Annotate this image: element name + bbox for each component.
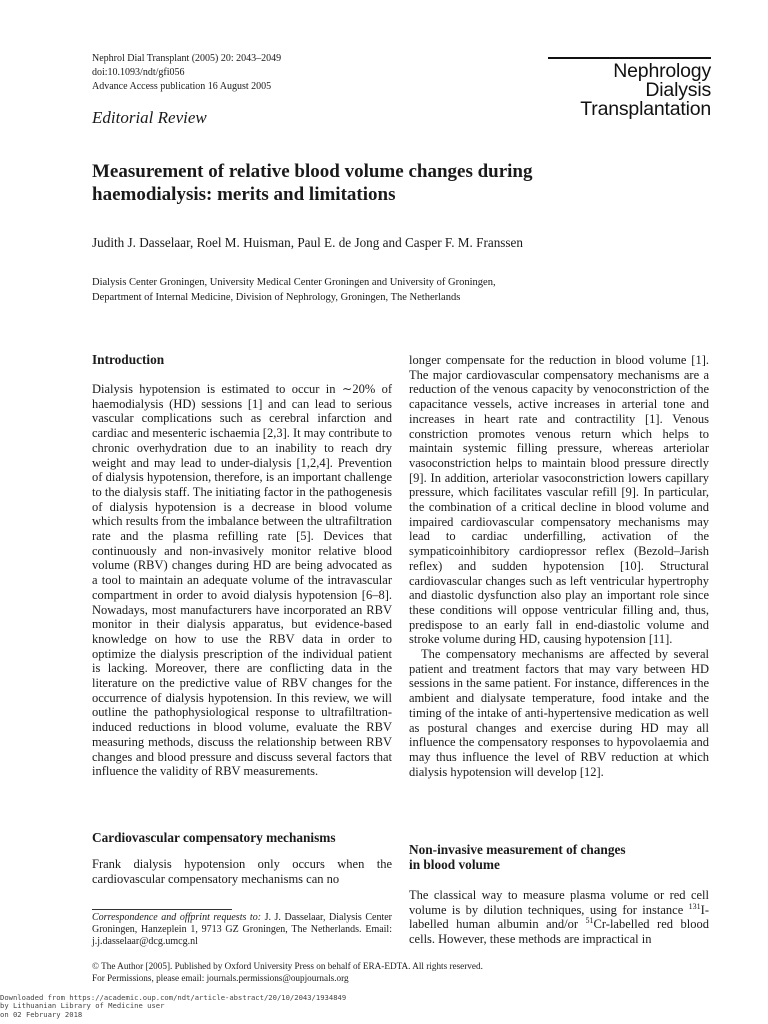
affiliation-line: Department of Internal Medicine, Division of Nephrology, Groningen, The Netherlands — [92, 292, 461, 303]
isotope-superscript: 51 — [585, 916, 594, 926]
journal-name-line1: Nephrology — [613, 60, 711, 82]
compensatory-factors-paragraph: The compensatory mechanisms are affected by several patient and treatment factors that may vary between HD sessions in the same patient. For instance, differences in the ambient and dialysate temperature, food intake and the timing of the intake of anti-hypertensive medication as well as postural changes and exercise during HD may all influence the compensatory responses to hypovolaemia and may thus influence the level of RBV reduction at which dialysis hypotension will develop [12]. — [409, 647, 709, 779]
advance-access-date: Advance Access publication 16 August 2005 — [92, 81, 272, 92]
journal-name-line3: Transplantation — [580, 98, 711, 120]
download-line: Downloaded from https://academic.oup.com/ndt/article-abstract/20/10/2043/1934849 — [0, 993, 347, 1002]
isotope-superscript: 131 — [688, 901, 701, 911]
noninvasive-heading — [409, 842, 709, 872]
left-column-lower — [92, 830, 392, 886]
right-column-lower — [409, 842, 709, 947]
section-label: Editorial Review — [92, 108, 207, 127]
cardiovascular-paragraph: Frank dialysis hypotension only occurs when the cardiovascular compensatory mechanisms can no — [92, 857, 392, 886]
compensation-paragraph: longer compensate for the reduction in blood volume [1]. The major cardiovascular compensatory mechanisms are a reduction of the venous capacity by venoconstriction of the capacitance vessels, active increases in arterial tone and increases in heart rate and contractility [1]. Venous constriction promotes venous return which helps to maintain systemic filling pressure, whereas arteriolar vasoconstriction helps to maintain blood pressure directly [9]. In addition, arteriolar vasoconstriction lowers capillary pressure, which facilitates vascular refill [9]. In particular, the combination of a critical decline in blood volume and impaired cardiovascular compensatory mechanisms may lead to cardiac underfilling, activation of the sympaticoinhibitory cardiopressor reflex (Bezold–Jarish reflex) and sudden hypotension [10]. Structural cardiovascular changes such as left ventricular hypertrophy and diastolic dysfunction also play an important role since these conditions will oppose ventricular filling and, thus, predispose to an early fall in end-diastolic volume and stroke volume during HD, causing hypotension [11]. — [409, 353, 709, 647]
article-metadata — [92, 52, 281, 94]
journal-name-line2: Dialysis — [645, 79, 711, 101]
affiliations — [92, 275, 692, 305]
doi: doi:10.1093/ndt/gfi056 — [92, 67, 185, 78]
introduction-heading: Introduction — [92, 352, 165, 367]
left-column — [92, 352, 392, 779]
logo-rule — [548, 57, 711, 59]
download-line: on 02 February 2018 — [0, 1009, 83, 1019]
citation: Nephrol Dial Transplant (2005) 20: 2043–2049 — [92, 53, 282, 64]
noninvasive-heading-line1: Non-invasive measurement of changes — [409, 842, 626, 857]
download-line: by Lithuanian Library of Medicine user — [0, 1001, 165, 1011]
download-watermark — [0, 994, 346, 1019]
correspondence-label: Correspondence and offprint requests to: — [92, 912, 262, 923]
author-list: Judith J. Dasselaar, Roel M. Huisman, Paul E. de Jong and Casper F. M. Franssen — [92, 235, 523, 250]
noninvasive-heading-line2: in blood volume — [409, 857, 500, 872]
affiliation-line: Dialysis Center Groningen, University Medical Center Groningen and University of Groningen, — [92, 277, 496, 288]
correspondence-note — [92, 909, 392, 948]
right-column — [409, 353, 709, 779]
cardiovascular-heading: Cardiovascular compensatory mechanisms — [92, 830, 336, 845]
text-run: The classical way to measure plasma volume or red cell volume is by dilution techniques, using for instance — [409, 888, 709, 917]
permissions-line: For Permissions, please email: journals.permissions@oupjournals.org — [92, 972, 349, 983]
noninvasive-paragraph — [409, 888, 709, 947]
text-run: Cr-labelled red blood cells. However, these methods are impractical in — [409, 917, 709, 947]
footnote-rule — [92, 909, 232, 910]
text-run: I-labelled human albumin and/or — [409, 902, 709, 932]
correspondence-text: J. J. Dasselaar, Dialysis Center Groningen, Hanzeplein 1, 9713 GZ Groningen, The Netherlands. Email: j.j.dasselaar@dcg.umcg.nl — [92, 912, 392, 947]
introduction-paragraph: Dialysis hypotension is estimated to occur in ∼20% of haemodialysis (HD) sessions [1] and can lead to serious vascular complications such as cerebral infarction and cardiac and mesenteric ischaemia [2,3]. It may contribute to chronic overhydration due to an inability to reach dry weight and may lead to under-dialysis [1,2,4]. Prevention of dialysis hypotension, therefore, is an important challenge to the dialysis staff. The initiating factor in the pathogenesis of dialysis hypotension is a decrease in blood volume which results from the imbalance between the ultrafiltration rate and the plasma refilling rate [5]. Devices that continuously and non-invasively monitor relative blood volume (RBV) changes during HD are being advocated as a tool to maintain an adequate volume of the intravascular compartment in order to avoid dialysis hypotension [6–8]. Nowadays, most manufacturers have incorporated an RBV monitor in their dialysis apparatus, but evidence-based knowledge on how to use the RBV data in order to optimize the dialysis prescription of the individual patient is lacking. Moreover, there are conflicting data in the literature on the predictive value of RBV changes for the occurrence of dialysis hypotension. In this review, we will outline the pathophysiological response to ultrafiltration-induced reductions in blood volume, evaluate the RBV measuring methods, discuss the relationship between RBV changes and blood pressure and discuss several factors that influence the validity of RBV measurements. — [92, 382, 392, 779]
article-title: Measurement of relative blood volume changes during haemodialysis: merits and limitations — [92, 161, 533, 205]
copyright-notice — [92, 961, 483, 984]
copyright-line: © The Author [2005]. Published by Oxford University Press on behalf of ERA-EDTA. All rights reserved. — [92, 961, 483, 971]
journal-logo — [548, 57, 711, 119]
